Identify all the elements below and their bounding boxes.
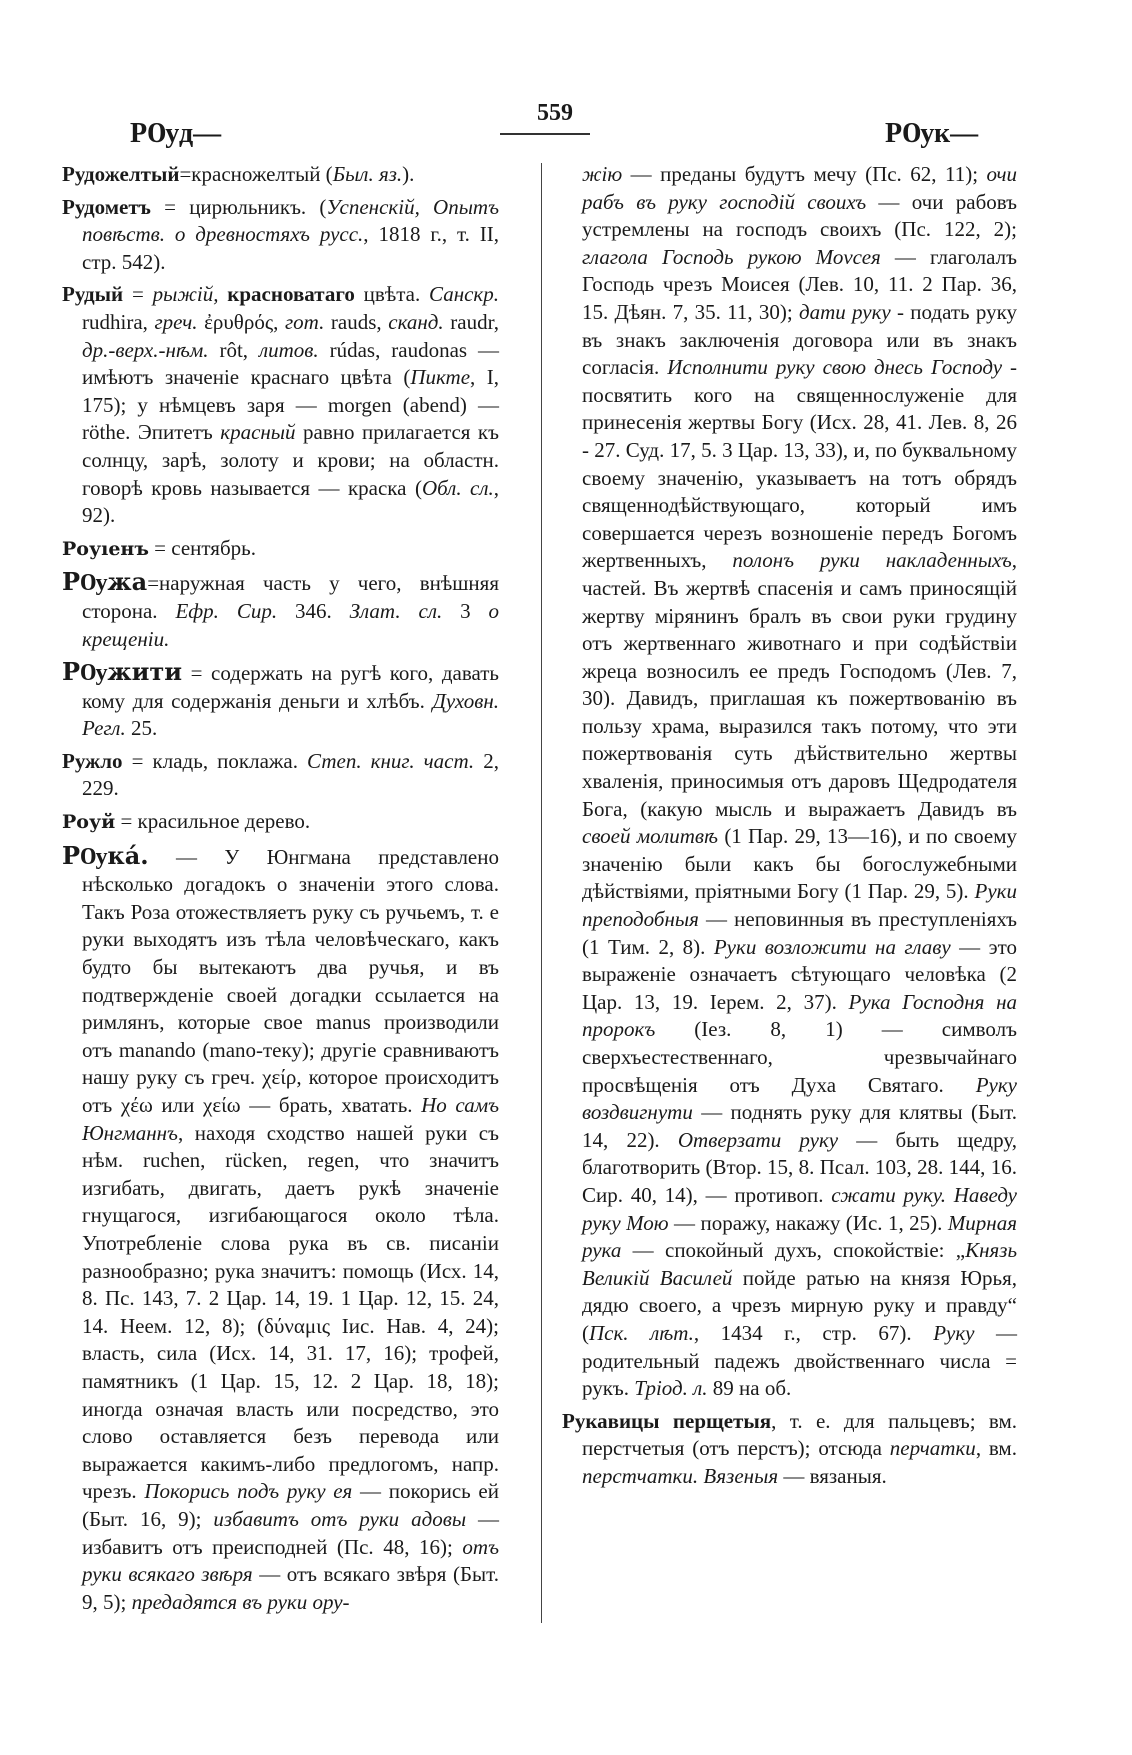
entry-text: (1 Пар. 29, 13—16), и по своему значенiю были какъ бы богослужебными дѣйствiями, прiятными Богу (1 Пар. 29, 5). (582, 824, 1017, 904)
entry-headword: РѸка́. (62, 840, 149, 870)
entry-text-italic: Степ. книг. част. (307, 748, 475, 773)
entry-text-italic: Отверзати руку (677, 1127, 839, 1152)
entry-text-italic: Исполнити руку свою днесь Господу (667, 355, 1003, 380)
entry-text: = цирюльникъ. ( (150, 194, 327, 219)
entry-text: , 92). (82, 475, 499, 528)
dictionary-entry (62, 842, 499, 1617)
entry-text: rauds, (324, 309, 389, 334)
entry-text: — У Юнгмана представлено нѣсколько догадокъ о значенiи этого слова. Такъ Роза отожествляетъ руку съ ручьемъ, т. е руки выходятъ изъ тѣла человѣческаго, какъ будто бы вытекаютъ два ручья, и въ подтвержденiе своей догадки ссылается на римлянъ, которые свое manus производили отъ manando (mano-теку); другiе сравниваютъ нашу руку съ греч. χείρ, которое происходитъ отъ χέω или χείω — брать, хватать. (82, 844, 499, 1117)
entry-text: — избавитъ отъ преисподней (Пс. 48, 16); (82, 1506, 499, 1559)
entry-text-italic: Успенскiй, Опытъ повѣств. о древностяхъ русс. (82, 194, 499, 247)
entry-text: , 1818 г., т. II, стр. 542). (82, 222, 499, 274)
page-number: 559 (537, 100, 573, 126)
entry-text: = сентябрь. (148, 535, 256, 560)
entry-text-italic: о крещенiи. (82, 598, 500, 651)
entry-text: — родительный падежъ двойственнаго числа = рукъ. (582, 1320, 1017, 1401)
entry-text: - подать руку въ знакъ заключенiя договора или въ знакъ согласiя. (582, 299, 1017, 380)
entry-text: — неповинныя въ преступленiяхъ (1 Тим. 2, 8). (582, 907, 1017, 959)
entry-text: , I, 175); у нѣмцевъ заря — morgen (abend) — röthe. Эпитетъ (82, 365, 499, 445)
entry-headword: Ружло (62, 748, 123, 773)
entry-text-italic: перчатки (889, 1436, 976, 1461)
entry-text: = (123, 282, 153, 307)
entry-text-italic: сжати руку. Наведу руку Мою (582, 1182, 1017, 1235)
entry-headword: РѸжа (62, 567, 148, 597)
entry-headword: Рудожелтый (62, 162, 180, 186)
entry-text: — очи рабовъ устремлены на господъ своихъ (Пс. 122, 2); (582, 189, 1018, 242)
entry-text-italic: др.-верх.-нѣм. (82, 337, 209, 362)
entry-text-italic: Но самъ Юнгманнъ (82, 1093, 499, 1145)
entry-text-italic: Санскр. (429, 282, 500, 307)
entry-text: — быть щедру, благотворить (Втор. 15, 8. Псал. 103, 28. 144, 16. Сир. 40, 14), — противоп. (582, 1127, 1017, 1207)
entry-text-italic: отъ руки всякаго звѣря (82, 1534, 499, 1587)
column-divider (541, 163, 542, 1623)
dictionary-entry (62, 748, 499, 803)
entry-text-italic: своей молитвѣ (582, 824, 719, 849)
entry-text: пойде ратью на князя Юрья, дядю своего, а чрезъ мирную руку и правду“ ( (582, 1265, 1018, 1345)
entry-text-italic: предадятся въ руки ору- (131, 1589, 350, 1614)
entry-text: ἐρυθρός, (197, 309, 285, 334)
entry-text: =красножелтый ( (179, 162, 333, 186)
entry-text: =наружная часть у чего, внѣшняя сторона. (82, 571, 499, 623)
entry-text: 2, 229. (82, 748, 499, 801)
dictionary-entry (62, 808, 499, 837)
entry-headword: Рудометъ (62, 194, 151, 219)
entry-text: — преданы будутъ мечу (Пс. 62, 11); (622, 162, 987, 186)
entry-text: красноватаго (227, 282, 355, 307)
entry-text: = кладь, поклажа. (122, 748, 308, 773)
entry-text-italic: Ефр. Сир. (175, 598, 278, 623)
entry-text: = красильное дерево. (115, 809, 311, 834)
left-column (62, 161, 499, 1621)
entry-text-italic: жiю (582, 162, 623, 186)
entry-text: — поднять руку для клятвы (Быт. 14, 22). (582, 1100, 1017, 1152)
entry-text-italic: литов. (258, 337, 319, 362)
entry-text: , находя сходство нашей руки съ нѣм. ruchen, rücken, regen, что значитъ изгибать, двигать, даетъ рукѣ значенiе гнущагося, изгибающагося около тѣла. Употребленiе слова рука въ св. писанiи разнообразно; рука значитъ: помощь (Исх. 14, 8. Пс. 143, 7. 2 Цар. 14, 19. 1 Цар. 12, 15. 24, 14. Неем. 12, 8); (δύναμις Iис. Нав. 4, 24); власть, сила (Исх. 14, 31. 17, 16); трофей, памятникъ (1 Цар. 15, 12. 2 Цар. 18, 18); иногда означая власть или посредство, это слово оставляется безъ перевода или выражается какимъ-либо предлогомъ, напр. чрезъ. (82, 1120, 499, 1504)
right-column (562, 161, 1017, 1496)
entry-text-italic: Был. яз. (332, 162, 403, 186)
entry-text-italic: греч. (154, 309, 198, 334)
running-head-left: РѸд— (130, 118, 222, 149)
entry-text-italic: Руку воздвигнути (582, 1072, 1017, 1125)
dictionary-entry (62, 658, 499, 743)
dictionary-entry (62, 194, 499, 277)
dictionary-entry (62, 535, 499, 564)
entry-headword: Рудый (62, 282, 124, 307)
page-number-rule (500, 133, 590, 135)
entry-headword: Роуй (62, 811, 116, 834)
running-head-right: РѸк— (885, 118, 979, 149)
entry-headword: Рукавицы перщетыя (562, 1408, 772, 1433)
entry-text-italic: Руку (933, 1320, 975, 1345)
entry-headword: Роуıенъ (62, 537, 149, 560)
entry-text-italic: Руки преподобныя (582, 879, 1017, 932)
entry-text-italic: Мирная рука (582, 1210, 1017, 1263)
entry-text-italic: глагола Господь рукою Моvсея (582, 244, 881, 269)
entry-text: равно прилагается къ солнцу, зарѣ, золоту и крови; на областн. говорѣ кровь называется — краска ( (82, 420, 499, 500)
entry-text-italic: Духовн. Регл. (82, 688, 499, 741)
entry-text: 3 (442, 598, 489, 623)
dictionary-entry (562, 1408, 1017, 1491)
entry-text: rôt, (208, 337, 259, 362)
entry-text-italic: Пск. лѣт. (589, 1320, 694, 1345)
entry-text: rudhira, (82, 309, 155, 334)
entry-text: ). (402, 162, 415, 186)
entry-text: rúdas, raudonas — имѣютъ значенiе краснаго цвѣта ( (82, 337, 499, 390)
entry-text-italic: Князь Великiй Василей (582, 1238, 1017, 1290)
entry-text: — вязаныя. (778, 1463, 887, 1488)
entry-text: , 1434 г., стр. 67). (693, 1320, 934, 1345)
entry-text-italic: избавитъ отъ руки адовы (213, 1506, 467, 1531)
entry-text-italic: полонъ руки накладенныхъ (732, 548, 1012, 573)
entry-text (218, 282, 227, 306)
entry-text-italic: очи рабъ въ руку господiй своихъ (582, 162, 1017, 214)
entry-text: , вм. (975, 1436, 1017, 1461)
entry-text: — отъ всякаго звѣря (Быт. 9, 5); (82, 1562, 499, 1614)
entry-text: (Iез. 8, 1) — символъ сверхъестественнаго, чрезвычайнаго просвѣщенiя отъ Духа Святаго. (582, 1017, 1017, 1097)
entry-text: , т. е. для пальцевъ; вм. перстчетыя (отъ перстъ); отсюда (582, 1408, 1017, 1461)
entry-text-italic: красный (220, 420, 296, 445)
entry-text: — покорись ей (Быт. 16, 9); (82, 1479, 499, 1531)
entry-text-italic: перстчатки. Вязеныя (582, 1463, 779, 1488)
entry-text: , частей. Въ жертвѣ спасенiя и самъ приносящiй жертву мiрянинъ бралъ въ свои руки грудину отъ жертвеннаго животнаго и при содѣйствiи жреца возносилъ ее предъ Господомъ (Лев. 7, 30). Давидъ, приглашая къ пожертвованiю въ пользу храма, выразился такъ потому, что эти пожертвованiя суть дѣйствительно жертвы хваленiя, приносимыя отъ даровъ Щедродателя Бога, (какую мысль и выражаетъ Давидъ въ (582, 548, 1017, 821)
entry-text: 89 на об. (707, 1376, 792, 1401)
entry-text: цвѣта. (354, 282, 430, 307)
entry-text-italic: гот. (284, 309, 325, 334)
entry-text-italic: рыжiй, (152, 282, 219, 307)
entry-text: - посвятить кого на священнослуженiе для принесенiя жертвы Богу (Исх. 28, 41. Лев. 8, 26 - 27. Суд. 17, 5. 3 Цар. 13, 33), и, по буквальному своему значенiю, указываетъ на тотъ обрядъ священнодѣйствующаго, который имъ совершается черезъ возношенiе передъ Богомъ жертвенныхъ, (582, 355, 1018, 573)
entry-text-italic: Злат. сл. (349, 598, 443, 623)
entry-text: raudr, (443, 309, 499, 334)
entry-text-italic: Пикте (410, 365, 471, 390)
entry-text-italic: сканд. (388, 309, 444, 334)
entry-text: — спокойный духъ, спокойствiе: „ (621, 1238, 966, 1263)
entry-text-italic: Рука Господня на пророкъ (582, 989, 1017, 1042)
entry-text-italic: Обл. сл. (421, 475, 494, 500)
entry-text-italic: Руки возложити на главу (713, 934, 951, 959)
entry-text: = содержать на ругѣ кого, давать кому для содержанiя деньги и хлѣбъ. (82, 661, 499, 713)
entry-text-italic: Трiод. л. (634, 1376, 708, 1401)
entry-text: 25. (125, 716, 158, 741)
entry-text-italic: дати руку (798, 299, 891, 324)
entry-text: — поражу, накажу (Ис. 1, 25). (668, 1210, 948, 1235)
dictionary-entry-continuation (562, 161, 1017, 1403)
entry-text-italic: Покорись подъ руку ея (144, 1479, 353, 1504)
dictionary-entry (62, 281, 499, 529)
entry-text: — глаголалъ Господь чрезъ Моисея (Лев. 10, 11. 2 Пар. 36, 15. Дѣян. 7, 35. 11, 30); (582, 244, 1017, 324)
entry-text: 346. (277, 598, 350, 623)
dictionary-entry (62, 568, 499, 653)
entry-text: — это выраженiе означаетъ сѣтующаго человѣка (2 Цар. 13, 19. Iерем. 2, 37). (582, 934, 1017, 1014)
entry-headword: РѸжити (62, 657, 183, 687)
dictionary-entry (62, 161, 499, 189)
